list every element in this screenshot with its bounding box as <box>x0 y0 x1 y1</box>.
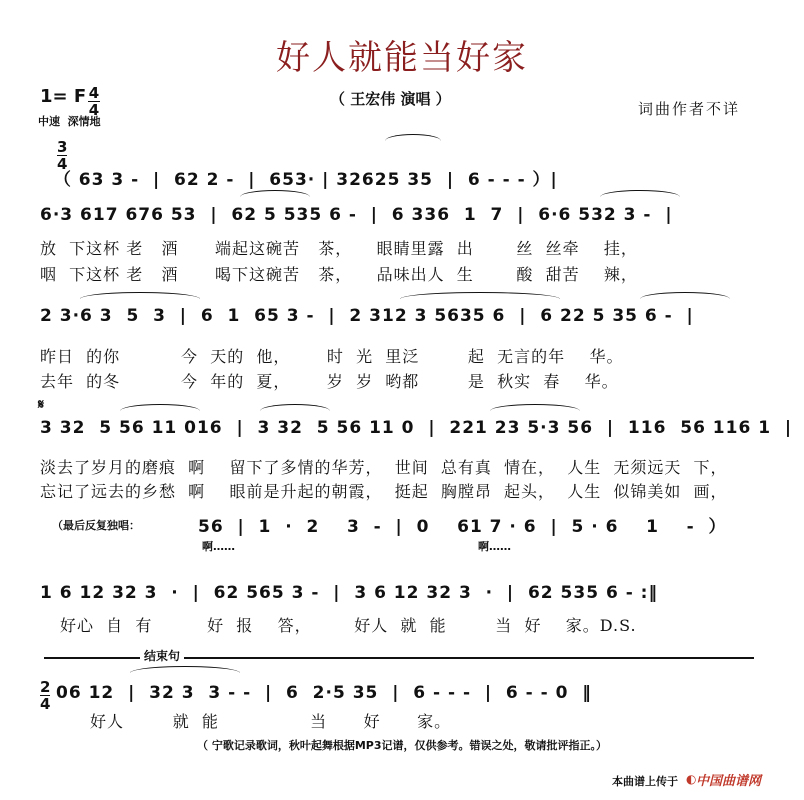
repeat-solo-ah-1: 啊…… <box>202 540 235 553</box>
slur-mark <box>260 404 330 411</box>
singer-credit: （ 王宏伟 演唱 ） <box>330 90 451 108</box>
score-row-3-lyrics-verse1: 淡去了岁月的磨痕 啊 留下了多情的华芳， 世间 总有真 情在， 人生 无须远天 下， <box>40 458 728 477</box>
tempo-marking: 中速 深情地 <box>38 115 101 128</box>
score-row-1-notes: 6·3 617 676 53 | 62 5 535 6 - | 6 336 1 7 | 6·6 532 3 - | <box>40 205 673 225</box>
slur-mark <box>120 404 200 411</box>
score-row-5-notes: 1 6 12 32 3 · | 62 565 3 - | 3 6 12 32 3 · | 62 535 6 - :‖ <box>40 583 658 603</box>
slur-mark <box>400 292 560 299</box>
site-logo-icon: ◐ <box>686 772 697 786</box>
site-logo: 中国曲谱网 <box>696 774 762 789</box>
segno-sign: 𝄋 <box>38 397 45 413</box>
intro-notes: （ 63 3 - | 62 2 - | 653· | 32625 35 | 6 - - - ）| <box>53 170 558 190</box>
slur-mark <box>80 292 200 299</box>
score-row-3-lyrics-verse2: 忘记了远去的乡愁 啊 眼前是升起的朝霞， 挺起 胸膛昂 起头， 人生 似锦美如 画， <box>40 482 728 501</box>
intro-line <box>40 145 558 190</box>
repeat-solo-notes: 56 | 1 · 2 3 - | 0 61 7 · 6 | 5 · 6 1 - ） <box>198 517 727 537</box>
slur-mark <box>600 190 680 197</box>
slur-mark <box>490 404 580 411</box>
score-row-2-lyrics-verse2: 去年 的冬 今 年的 夏， 岁 岁 哟都 是 秋实 春 华。 <box>40 372 619 391</box>
score-row-6-lyrics: 好人 就 能 当 好 家。 <box>90 712 452 731</box>
key-signature: 1= F <box>40 86 87 107</box>
time-sig-bottom: 4 <box>88 101 100 119</box>
repeat-solo-ah-2: 啊…… <box>478 540 511 553</box>
time-sig-top: 4 <box>88 84 100 102</box>
ending-label: 结束句 <box>140 647 184 664</box>
slur-mark <box>640 292 730 299</box>
score-row-2-notes: 2 3·6 3 5 3 | 6 1 65 3 - | 2 312 3 5635 6 | 6 22 5 35 6 - | <box>40 306 694 326</box>
score-row-3-notes: 3 32 5 56 11 016 | 3 32 5 56 11 0 | 221 23 5·3 56 | 116 56 116 1 | <box>40 418 793 438</box>
transcription-footnote: （ 宁歌记录歌词，秋叶起舞根据MP3记谱，仅供参考。错误之处，敬请批评指正。） <box>197 739 607 752</box>
score-row-1-lyrics-verse2: 咽 下这杯 老 酒 喝下这碗苦 茶， 品味出人 生 酸 甜苦 辣， <box>40 265 638 284</box>
composer-credit: 词曲作者不详 <box>638 100 741 118</box>
intro-time-sig-1: 3 4 <box>57 138 68 173</box>
repeat-solo-label: （最后反复独唱： <box>52 519 140 532</box>
ending-time-sig-1: 2 4 <box>40 678 51 713</box>
slur-mark <box>130 666 240 673</box>
score-row-1-lyrics-verse1: 放 下这杯 老 酒 端起这碗苦 茶， 眼睛里露 出 丝 丝牵 挂， <box>40 239 638 258</box>
upload-source-label: 本曲谱上传于 <box>612 775 678 788</box>
score-row-6-notes: 06 12 | 32 3 3 - - | 6 2·5 35 | 6 - - - | 6 - - 0 ‖ <box>56 683 592 703</box>
score-row-5-lyrics: 好心 自 有 好 报 答， 好人 就 能 当 好 家。D.S. <box>60 616 637 635</box>
slur-mark <box>240 190 310 197</box>
page-title: 好人就能当好家 <box>276 38 528 78</box>
score-row-2-lyrics-verse1: 昨日 的你 今 天的 他， 时 光 里泛 起 无言的年 华。 <box>40 347 624 366</box>
slur-mark <box>385 134 441 141</box>
